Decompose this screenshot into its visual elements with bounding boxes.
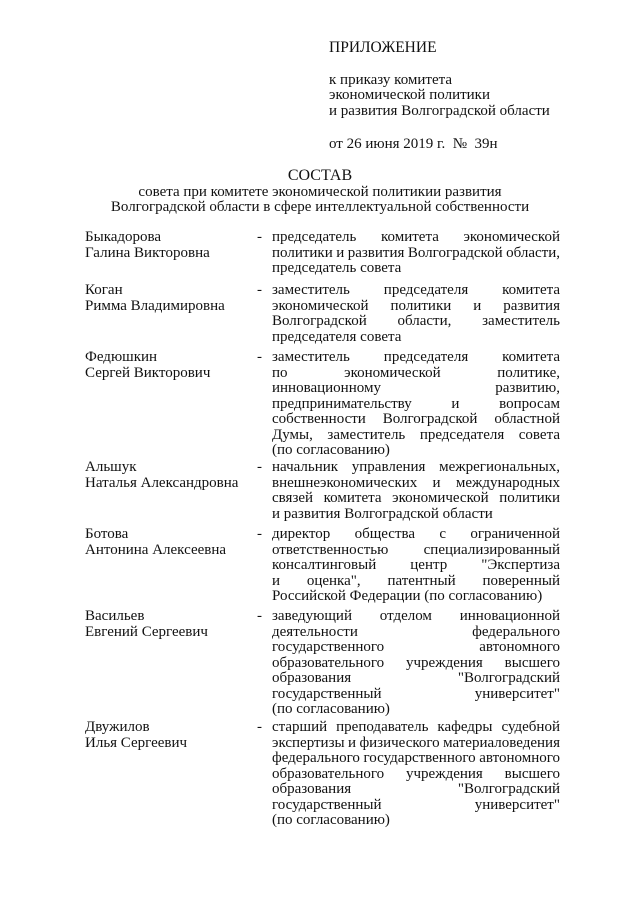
member-role: [272, 283, 560, 345]
member-dash: -: [257, 349, 262, 365]
member-name: [85, 283, 255, 314]
member-name: [85, 460, 255, 491]
member-given-name: Галина Викторовна: [85, 244, 210, 261]
member-role-line: председатель совета: [272, 260, 402, 276]
member-role: [272, 460, 560, 522]
member-dash: -: [257, 229, 262, 245]
member-role: [272, 720, 560, 829]
member-dash: -: [257, 719, 262, 735]
member-given-name: Антонина Алексеевна: [85, 541, 227, 558]
member-surname: Ботова: [85, 526, 129, 542]
member-surname: Двужилов: [85, 719, 150, 735]
member-role-line: (по согласованию): [272, 701, 390, 717]
member-surname: Альшук: [85, 459, 137, 475]
member-role-line: государственного автономного: [272, 639, 560, 655]
member-role-line: связей комитета экономической политики: [272, 490, 560, 506]
member-role-line: по экономической политике,: [272, 364, 560, 381]
heading-line: совета при комитете экономической политикии развития: [138, 183, 502, 200]
member-given-name: Римма Владимировна: [85, 297, 225, 314]
member-role-line: политики и развития Волгоградской области,: [272, 244, 560, 261]
appendix-block: [329, 40, 629, 153]
member-name: [85, 350, 255, 381]
member-role-line: и оценка", патентный поверенный: [272, 572, 560, 589]
member-surname: Коган: [85, 282, 123, 298]
heading-title: СОСТАВ: [287, 167, 353, 184]
member-role-line: (по согласованию): [272, 812, 390, 828]
member-role-line: государственный университет": [272, 796, 560, 813]
member-role-line: старший преподаватель кафедры судебной: [272, 719, 560, 735]
member-dash: -: [257, 459, 262, 475]
member-role: [272, 527, 560, 605]
appendix-line: экономической политики: [329, 87, 491, 103]
member-role: [272, 350, 560, 459]
member-role-line: деятельности федерального: [272, 623, 560, 640]
member-role-line: Российской Федерации (по согласованию): [272, 588, 543, 604]
member-role-line: Думы, заместитель председателя совета: [272, 426, 560, 443]
member-dash: -: [257, 282, 262, 298]
member-surname: Васильев: [85, 608, 145, 624]
member-role-line: начальник управления межрегиональных,: [272, 459, 560, 475]
member-role-line: экспертизы и физического материаловедения: [272, 734, 560, 751]
member-role-line: федерального государственного автономного: [272, 750, 560, 766]
member-role-line: председателя совета: [272, 328, 402, 345]
member-role-line: и развития Волгоградской области: [272, 505, 493, 522]
appendix-date: от 26 июня 2019 г. № 39н: [329, 136, 498, 152]
document-heading: [60, 168, 580, 216]
member-role-line: ответственностью специализированный: [272, 541, 560, 558]
member-role-line: предпринимательству и вопросам: [272, 395, 560, 412]
heading-line: Волгоградской области в сфере интеллектуальной собственности: [110, 199, 530, 215]
member-role-line: заместитель председателя комитета: [272, 349, 560, 365]
member-role-line: внешнеэкономических и международных: [272, 474, 560, 491]
member-name: [85, 720, 255, 751]
member-given-name: Илья Сергеевич: [85, 734, 188, 751]
member-role-line: заведующий отделом инновационной: [272, 608, 560, 624]
member-role-line: Волгоградской области, заместитель: [272, 313, 560, 329]
member-given-name: Евгений Сергеевич: [85, 623, 208, 640]
member-role: [272, 230, 560, 277]
appendix-title: ПРИЛОЖЕНИЕ: [329, 39, 437, 56]
member-role-line: образовательного учреждения высшего: [272, 654, 560, 671]
member-given-name: Сергей Викторович: [85, 364, 211, 381]
member-role-line: председатель комитета экономической: [272, 229, 560, 245]
member-name: [85, 230, 255, 261]
member-dash: -: [257, 526, 262, 542]
member-role-line: заместитель председателя комитета: [272, 282, 560, 298]
member-role-line: консалтинговый центр "Экспертиза: [272, 557, 560, 573]
appendix-line: и развития Волгоградской области: [329, 102, 550, 119]
appendix-line: к приказу комитета: [329, 71, 453, 88]
member-name: [85, 609, 255, 640]
member-surname: Федюшкин: [85, 349, 158, 365]
member-name: [85, 527, 255, 558]
member-role: [272, 609, 560, 718]
member-role-line: образования "Волгоградский: [272, 670, 560, 686]
member-surname: Быкадорова: [85, 229, 162, 245]
member-role-line: директор общества с ограниченной: [272, 526, 560, 542]
member-role-line: (по согласованию): [272, 442, 390, 458]
member-dash: -: [257, 608, 262, 624]
member-role-line: инновационному развитию,: [272, 380, 560, 396]
member-role-line: экономической политики и развития: [272, 297, 560, 314]
member-role-line: государственный университет": [272, 685, 560, 702]
member-given-name: Наталья Александровна: [85, 474, 239, 491]
member-role-line: образования "Волгоградский: [272, 781, 560, 797]
member-role-line: собственности Волгоградской областной: [272, 411, 560, 427]
member-role-line: образовательного учреждения высшего: [272, 765, 560, 782]
